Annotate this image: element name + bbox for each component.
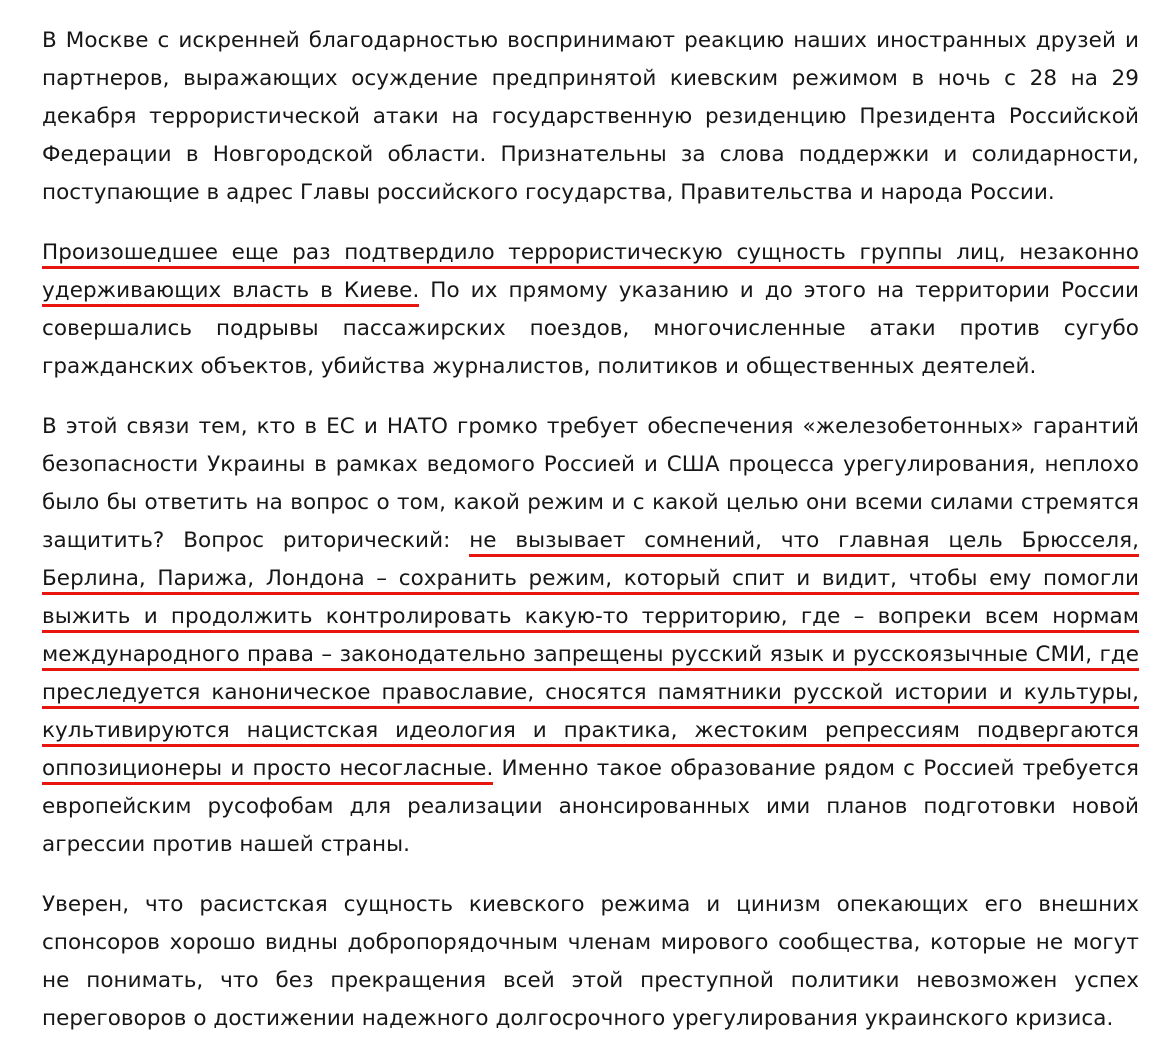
paragraph-2-text: По их прямому указанию и до этого на территории России совершались подрывы пассажирских поездов, многочисленные атаки против сугубо гражданских объектов, убийства журналистов, политиков и общественных деятелей. [42,278,1139,379]
highlighted-text-2: не вызывает сомнений, что главная цель Брюсселя, Берлина, Парижа, Лондона – сохранить режим, который спит и видит, чтобы ему помогли выжить и продолжить контролировать какую-то территорию, где – вопреки всем нормам международного права – законодательно запрещены русский язык и русскоязычные СМИ, где преследуется каноническое православие, сносятся памятники русской истории и культуры, культивируются нацистская идеология и практика, жестоким репрессиям подвергаются оппозиционеры и просто несогласные. [42,528,1139,785]
paragraph-4-text: Уверен, что расистская сущность киевского режима и цинизм опекающих его внешних спонсоров хорошо видны добропорядочным членам мирового сообщества, которые не могут не понимать, что без прекращения всей этой преступной политики невозможен успех переговоров о достижении надежного долгосрочного урегулирования украинского кризиса. [42,892,1139,1031]
highlighted-text-1: Произошедшее еще раз подтвердило террористическую сущность группы лиц, незаконно удерживающих власть в Киеве. [42,240,1139,307]
paragraph-2 [42,234,1139,386]
paragraph-4 [42,886,1139,1038]
paragraph-3-text-tail: Именно такое образование рядом с Россией требуется европейским русофобам для реализации анонсированных ими планов подготовки новой агрессии против нашей страны. [42,756,1139,857]
paragraph-3-text-lead: В этой связи тем, кто в ЕС и НАТО громко требует обеспечения «железобетонных» гарантий безопасности Украины в рамках ведомого Россией и США процесса урегулирования, неплохо было бы ответить на вопрос о том, какой режим и с какой целью они всеми силами стремятся защитить? Вопрос риторический: [42,414,1139,553]
paragraph-1-text: В Москве с искренней благодарностью воспринимают реакцию наших иностранных друзей и партнеров, выражающих осуждение предпринятой киевским режимом в ночь с 28 на 29 декабря террористической атаки на государственную резиденцию Президента Российской Федерации в Новгородской области. Признательны за слова поддержки и солидарности, поступающие в адрес Главы российского государства, Правительства и народа России. [42,28,1139,205]
paragraph-1 [42,22,1139,212]
paragraph-3 [42,408,1139,864]
